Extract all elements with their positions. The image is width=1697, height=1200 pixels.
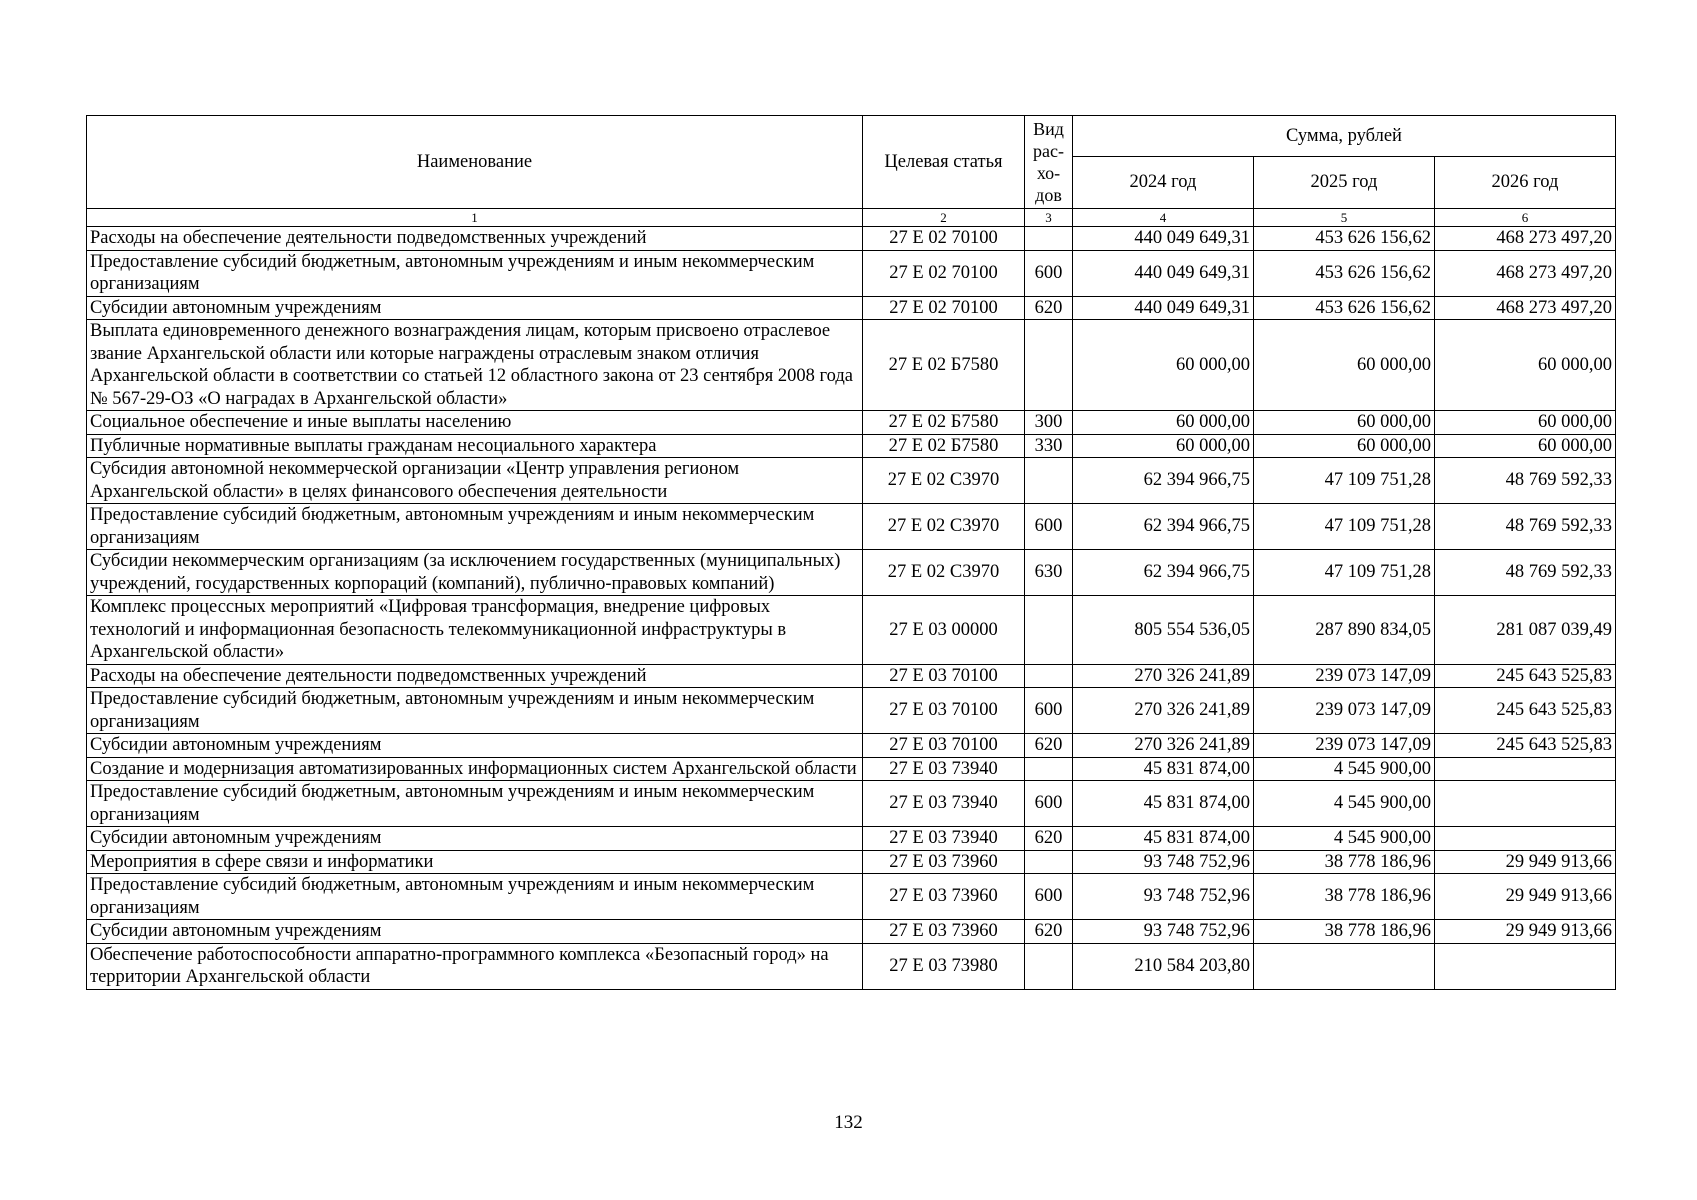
row-amount-2025: 60 000,00: [1254, 434, 1435, 458]
row-name: Публичные нормативные выплаты гражданам несоциального характера: [87, 434, 863, 458]
table-body: [87, 227, 1616, 990]
row-target-article: 27 Е 02 70100: [863, 227, 1025, 251]
row-name: Создание и модернизация автоматизированных информационных систем Архангельской области: [87, 757, 863, 781]
row-expense-type: [1025, 850, 1073, 874]
row-expense-type: [1025, 320, 1073, 411]
row-name: Субсидии автономным учреждениям: [87, 827, 863, 851]
row-amount-2025: 47 109 751,28: [1254, 550, 1435, 596]
row-amount-2026: 468 273 497,20: [1435, 250, 1616, 296]
row-amount-2025: 453 626 156,62: [1254, 296, 1435, 320]
column-number: 2: [863, 209, 1025, 227]
row-name: Субсидии некоммерческим организациям (за исключением государственных (муниципальных) учреждений, государственных корпораций (компаний), публично-правовых компаний): [87, 550, 863, 596]
column-number: 3: [1025, 209, 1073, 227]
row-amount-2025: 453 626 156,62: [1254, 250, 1435, 296]
row-name: Предоставление субсидий бюджетным, автономным учреждениям и иным некоммерческим организациям: [87, 781, 863, 827]
row-amount-2025: 4 545 900,00: [1254, 757, 1435, 781]
row-amount-2025: 60 000,00: [1254, 411, 1435, 435]
row-name: Субсидии автономным учреждениям: [87, 296, 863, 320]
row-target-article: 27 Е 03 70100: [863, 688, 1025, 734]
row-expense-type: [1025, 596, 1073, 665]
row-amount-2026: [1435, 757, 1616, 781]
row-amount-2026: 48 769 592,33: [1435, 504, 1616, 550]
row-target-article: 27 Е 02 Б7580: [863, 434, 1025, 458]
table-row: [87, 688, 1616, 734]
row-amount-2024: 62 394 966,75: [1073, 458, 1254, 504]
column-number: 4: [1073, 209, 1254, 227]
row-target-article: 27 Е 02 С3970: [863, 504, 1025, 550]
row-target-article: 27 Е 02 70100: [863, 296, 1025, 320]
row-amount-2025: 38 778 186,96: [1254, 920, 1435, 944]
row-target-article: 27 Е 02 С3970: [863, 458, 1025, 504]
header-name: Наименование: [87, 116, 863, 209]
table-row: [87, 411, 1616, 435]
row-amount-2025: 4 545 900,00: [1254, 827, 1435, 851]
row-target-article: 27 Е 03 00000: [863, 596, 1025, 665]
row-target-article: 27 Е 02 Б7580: [863, 411, 1025, 435]
row-target-article: 27 Е 03 70100: [863, 664, 1025, 688]
row-target-article: 27 Е 03 73960: [863, 850, 1025, 874]
row-amount-2024: 270 326 241,89: [1073, 688, 1254, 734]
row-expense-type: 300: [1025, 411, 1073, 435]
table-row: [87, 458, 1616, 504]
row-target-article: 27 Е 03 73960: [863, 874, 1025, 920]
row-amount-2024: 93 748 752,96: [1073, 874, 1254, 920]
row-name: Выплата единовременного денежного вознаграждения лицам, которым присвоено отраслевое звание Архангельской области или которые награждены отраслевым знаком отличия Архангельской области в соответствии со статьей 12 областного закона от 23 сентября 2008 года № 567-29-ОЗ «О наградах в Архангельской области»: [87, 320, 863, 411]
row-amount-2026: 468 273 497,20: [1435, 227, 1616, 251]
row-expense-type: 600: [1025, 781, 1073, 827]
row-expense-type: [1025, 664, 1073, 688]
row-amount-2024: 45 831 874,00: [1073, 827, 1254, 851]
row-name: Субсидии автономным учреждениям: [87, 920, 863, 944]
column-number-row: [87, 209, 1616, 227]
budget-table: [86, 115, 1616, 990]
header-sum: Сумма, рублей: [1073, 116, 1616, 157]
header-year-2024: 2024 год: [1073, 157, 1254, 209]
row-amount-2025: 47 109 751,28: [1254, 458, 1435, 504]
row-amount-2024: 45 831 874,00: [1073, 781, 1254, 827]
table-row: [87, 250, 1616, 296]
row-target-article: 27 Е 03 73940: [863, 781, 1025, 827]
row-name: Субсидии автономным учреждениям: [87, 734, 863, 758]
table-row: [87, 850, 1616, 874]
table-row: [87, 434, 1616, 458]
table-row: [87, 757, 1616, 781]
row-amount-2026: [1435, 827, 1616, 851]
row-expense-type: 620: [1025, 920, 1073, 944]
row-name: Предоставление субсидий бюджетным, автономным учреждениям и иным некоммерческим организациям: [87, 874, 863, 920]
row-target-article: 27 Е 02 Б7580: [863, 320, 1025, 411]
row-expense-type: [1025, 458, 1073, 504]
row-amount-2024: 62 394 966,75: [1073, 504, 1254, 550]
row-expense-type: 600: [1025, 688, 1073, 734]
table-row: [87, 320, 1616, 411]
table-row: [87, 874, 1616, 920]
row-expense-type: 630: [1025, 550, 1073, 596]
row-name: Расходы на обеспечение деятельности подведомственных учреждений: [87, 227, 863, 251]
header-year-2026: 2026 год: [1435, 157, 1616, 209]
row-amount-2026: 245 643 525,83: [1435, 734, 1616, 758]
row-amount-2025: 239 073 147,09: [1254, 688, 1435, 734]
row-amount-2024: 93 748 752,96: [1073, 850, 1254, 874]
row-amount-2025: [1254, 943, 1435, 989]
row-amount-2024: 45 831 874,00: [1073, 757, 1254, 781]
row-amount-2026: 29 949 913,66: [1435, 920, 1616, 944]
row-name: Расходы на обеспечение деятельности подведомственных учреждений: [87, 664, 863, 688]
row-amount-2026: 29 949 913,66: [1435, 874, 1616, 920]
row-amount-2025: 60 000,00: [1254, 320, 1435, 411]
row-amount-2025: 239 073 147,09: [1254, 734, 1435, 758]
row-amount-2026: [1435, 943, 1616, 989]
row-amount-2025: 47 109 751,28: [1254, 504, 1435, 550]
row-amount-2024: 210 584 203,80: [1073, 943, 1254, 989]
row-amount-2026: 245 643 525,83: [1435, 688, 1616, 734]
column-number: 6: [1435, 209, 1616, 227]
row-target-article: 27 Е 03 73940: [863, 757, 1025, 781]
table-header: [87, 116, 1616, 227]
row-amount-2025: 4 545 900,00: [1254, 781, 1435, 827]
row-amount-2026: 60 000,00: [1435, 411, 1616, 435]
row-amount-2026: [1435, 781, 1616, 827]
row-expense-type: 600: [1025, 250, 1073, 296]
row-amount-2024: 440 049 649,31: [1073, 250, 1254, 296]
row-amount-2024: 440 049 649,31: [1073, 296, 1254, 320]
row-amount-2026: 48 769 592,33: [1435, 550, 1616, 596]
row-target-article: 27 Е 02 С3970: [863, 550, 1025, 596]
table-row: [87, 664, 1616, 688]
row-expense-type: 330: [1025, 434, 1073, 458]
header-year-2025: 2025 год: [1254, 157, 1435, 209]
table-row: [87, 227, 1616, 251]
table-row: [87, 734, 1616, 758]
row-expense-type: 620: [1025, 827, 1073, 851]
table-row: [87, 596, 1616, 665]
row-name: Комплекс процессных мероприятий «Цифровая трансформация, внедрение цифровых технологий и информационная безопасность телекоммуникационной инфраструктуры в Архангельской области»: [87, 596, 863, 665]
row-amount-2026: 245 643 525,83: [1435, 664, 1616, 688]
row-amount-2024: 440 049 649,31: [1073, 227, 1254, 251]
row-expense-type: [1025, 757, 1073, 781]
row-amount-2024: 805 554 536,05: [1073, 596, 1254, 665]
row-amount-2026: 60 000,00: [1435, 320, 1616, 411]
row-amount-2025: 239 073 147,09: [1254, 664, 1435, 688]
row-amount-2024: 60 000,00: [1073, 434, 1254, 458]
row-name: Предоставление субсидий бюджетным, автономным учреждениям и иным некоммерческим организациям: [87, 504, 863, 550]
row-amount-2024: 270 326 241,89: [1073, 664, 1254, 688]
row-amount-2026: 468 273 497,20: [1435, 296, 1616, 320]
row-amount-2024: 270 326 241,89: [1073, 734, 1254, 758]
row-expense-type: [1025, 943, 1073, 989]
row-amount-2026: 48 769 592,33: [1435, 458, 1616, 504]
table-row: [87, 943, 1616, 989]
row-target-article: 27 Е 03 73940: [863, 827, 1025, 851]
row-amount-2024: 60 000,00: [1073, 320, 1254, 411]
header-target-article: Целевая статья: [863, 116, 1025, 209]
row-target-article: 27 Е 03 73960: [863, 920, 1025, 944]
row-target-article: 27 Е 02 70100: [863, 250, 1025, 296]
row-amount-2026: 281 087 039,49: [1435, 596, 1616, 665]
row-amount-2024: 93 748 752,96: [1073, 920, 1254, 944]
page-number: 132: [834, 1112, 863, 1133]
table-row: [87, 827, 1616, 851]
row-target-article: 27 Е 03 70100: [863, 734, 1025, 758]
row-expense-type: 620: [1025, 296, 1073, 320]
row-name: Мероприятия в сфере связи и информатики: [87, 850, 863, 874]
row-name: Субсидия автономной некоммерческой организации «Центр управления регионом Архангельской области» в целях финансового обеспечения деятельности: [87, 458, 863, 504]
row-name: Предоставление субсидий бюджетным, автономным учреждениям и иным некоммерческим организациям: [87, 688, 863, 734]
row-amount-2025: 38 778 186,96: [1254, 874, 1435, 920]
row-expense-type: 620: [1025, 734, 1073, 758]
column-number: 5: [1254, 209, 1435, 227]
row-name: Предоставление субсидий бюджетным, автономным учреждениям и иным некоммерческим организациям: [87, 250, 863, 296]
row-amount-2025: 38 778 186,96: [1254, 850, 1435, 874]
row-expense-type: 600: [1025, 504, 1073, 550]
row-amount-2025: 453 626 156,62: [1254, 227, 1435, 251]
table-row: [87, 920, 1616, 944]
table-row: [87, 781, 1616, 827]
row-name: Обеспечение работоспособности аппаратно-программного комплекса «Безопасный город» на территории Архангельской области: [87, 943, 863, 989]
header-expense-type: Вид рас-хо-дов: [1025, 116, 1073, 209]
row-expense-type: [1025, 227, 1073, 251]
row-amount-2025: 287 890 834,05: [1254, 596, 1435, 665]
row-amount-2026: 29 949 913,66: [1435, 850, 1616, 874]
row-name: Социальное обеспечение и иные выплаты населению: [87, 411, 863, 435]
table-row: [87, 296, 1616, 320]
row-amount-2026: 60 000,00: [1435, 434, 1616, 458]
row-expense-type: 600: [1025, 874, 1073, 920]
row-target-article: 27 Е 03 73980: [863, 943, 1025, 989]
column-number: 1: [87, 209, 863, 227]
table-row: [87, 504, 1616, 550]
table-row: [87, 550, 1616, 596]
row-amount-2024: 60 000,00: [1073, 411, 1254, 435]
row-amount-2024: 62 394 966,75: [1073, 550, 1254, 596]
